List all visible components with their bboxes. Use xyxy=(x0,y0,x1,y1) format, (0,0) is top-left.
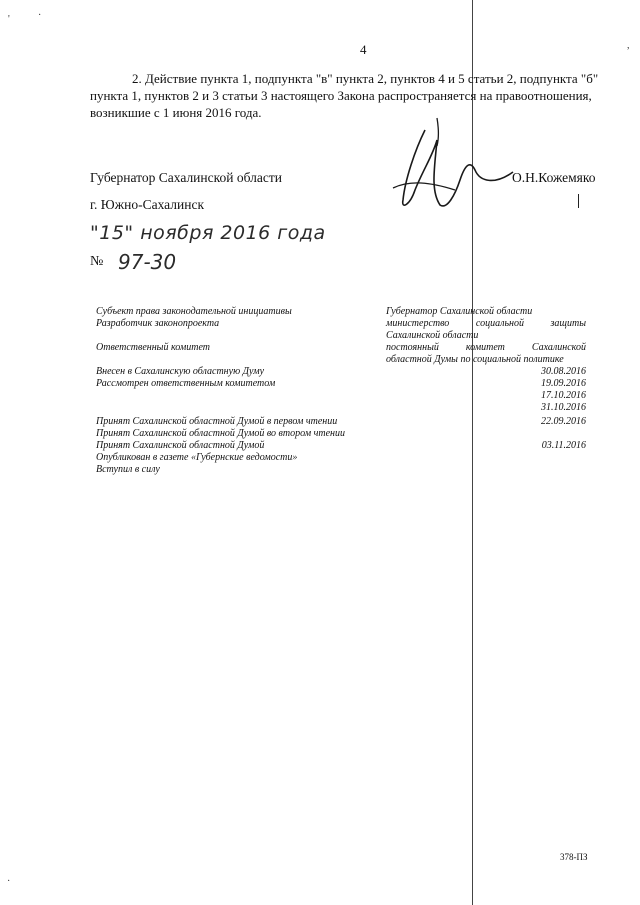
paragraph-line: возникшие с 1 июня 2016 года. xyxy=(90,105,262,120)
signing-city: г. Южно-Сахалинск xyxy=(90,197,205,212)
meta-word: Сахалинской xyxy=(531,342,586,353)
meta-label-second-reading: Принят Сахалинской областной Думой во втором чтении xyxy=(96,428,346,439)
meta-word: защиты xyxy=(550,318,586,329)
meta-word: социальной xyxy=(475,318,524,329)
scan-speck: · xyxy=(38,10,42,21)
meta-value-committee xyxy=(386,342,586,354)
paragraph-line: пункта 1, пунктов 2 и 3 статьи 3 настоящего Закона распространяется на правоотношения, xyxy=(90,88,592,103)
meta-label-introduced: Внесен в Сахалинскую областную Думу xyxy=(96,366,265,377)
meta-date-considered: 19.09.2016 xyxy=(541,378,586,389)
meta-word: министерство xyxy=(386,318,450,329)
handwritten-number: 97-30 xyxy=(118,250,177,274)
number-label: № xyxy=(90,254,104,269)
meta-label-entered-force: Вступил в силу xyxy=(96,464,160,475)
meta-value-subject: Губернатор Сахалинской области xyxy=(386,306,533,317)
meta-value-developer-cont: Сахалинской области xyxy=(386,330,479,341)
meta-value-committee-cont: областной Думы по социальной политике xyxy=(386,354,564,365)
handwritten-signature xyxy=(385,110,520,220)
stroke-mark xyxy=(578,194,579,208)
meta-label-developer: Разработчик законопроекта xyxy=(96,318,220,329)
meta-date-introduced: 30.08.2016 xyxy=(541,366,586,377)
meta-value-developer xyxy=(386,318,586,330)
meta-label-subject: Субъект права законодательной инициативы xyxy=(96,306,292,317)
meta-label-adopted: Принят Сахалинской областной Думой xyxy=(96,440,265,451)
page-number: 4 xyxy=(360,42,367,57)
meta-date-first-reading: 22.09.2016 xyxy=(541,416,586,427)
meta-word: комитет xyxy=(465,342,505,353)
meta-date-considered: 17.10.2016 xyxy=(541,390,586,401)
meta-date-considered: 31.10.2016 xyxy=(541,402,586,413)
article-paragraph xyxy=(90,70,610,121)
signatory-position: Губернатор Сахалинской области xyxy=(90,170,282,185)
meta-date-adopted: 03.11.2016 xyxy=(541,440,586,451)
signatory-name: О.Н.Кожемяко xyxy=(512,170,596,185)
meta-label-considered: Рассмотрен ответственным комитетом xyxy=(96,378,276,389)
meta-label-published: Опубликован в газете «Губернские ведомости» xyxy=(96,452,298,463)
scan-speck: ' xyxy=(8,14,10,25)
paragraph-line: 2. Действие пункта 1, подпункта "в" пункта 2, пунктов 4 и 5 статьи 2, подпункта "б" xyxy=(132,71,599,86)
meta-label-committee: Ответственный комитет xyxy=(96,342,210,353)
scan-speck: , xyxy=(627,40,630,51)
meta-label-first-reading: Принят Сахалинской областной Думой в первом чтении xyxy=(96,416,338,427)
handwritten-date: "15" ноября 2016 года xyxy=(90,222,326,244)
scan-speck: · xyxy=(7,876,11,887)
meta-word: постоянный xyxy=(386,342,439,353)
document-code: 378-ПЗ xyxy=(560,852,588,862)
